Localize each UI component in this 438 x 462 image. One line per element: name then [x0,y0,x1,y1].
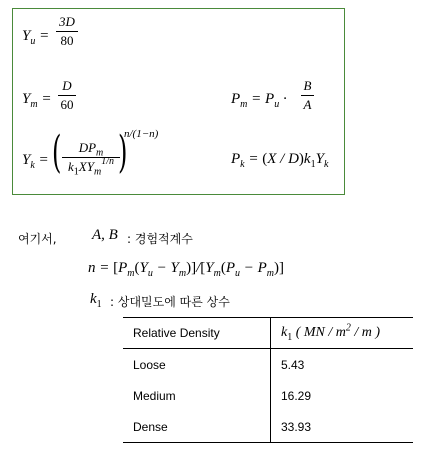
formula-yk-fraction: $DP_m$ $k_1XY_m^{1/n}$ [62,140,120,175]
formula-yk-lhs: $Y_k$ = [22,152,49,171]
table-row [123,411,413,443]
n-formula: $n = [P_m(Y_u - Y_m)]/[Y_m(P_u - P_m)]$ [88,260,285,279]
ab-description: : 경험적계수 [127,232,193,246]
formula-ym-lhs: $Y_m$ = [22,91,52,110]
formula-yu-lhs: $Y_u$ = [22,28,50,47]
ab-variables: A, B [92,227,118,243]
where-label: 여기서, [18,232,57,246]
table-row [123,349,413,381]
formula-ym-fraction: D 60 [58,78,76,113]
formula-yk-exponent: n/(1−n) [124,128,159,140]
k1-value-cell: 16.29 [281,388,312,403]
density-cell: Dense [123,411,271,443]
k1-variable: $k_1$ [90,291,102,310]
formula-yk-right-paren: ) [118,127,128,178]
k1-value-cell: 5.43 [281,357,305,372]
density-cell: Medium [123,380,271,411]
k1-value-cell: 33.93 [271,411,414,443]
formula-pk: $P_k = (X / D)k_1Y_k$ [231,151,329,170]
density-cell: Loose [123,349,271,381]
density-table [123,317,413,443]
k1-description: : 상대밀도에 따른 상수 [110,295,230,309]
formula-yk-left-paren: ( [52,127,62,178]
table-header-row [123,318,413,349]
formula-pm-fraction: B A [301,78,314,113]
formula-yu-fraction: 3D 80 [56,14,78,49]
header-k1: $k_1$ ( MN / $m^2$ / m ) [271,318,414,349]
header-relative-density: Relative Density [123,318,271,349]
table-row [123,380,413,411]
formula-pm: $P_m = P_u$ · [231,91,287,110]
